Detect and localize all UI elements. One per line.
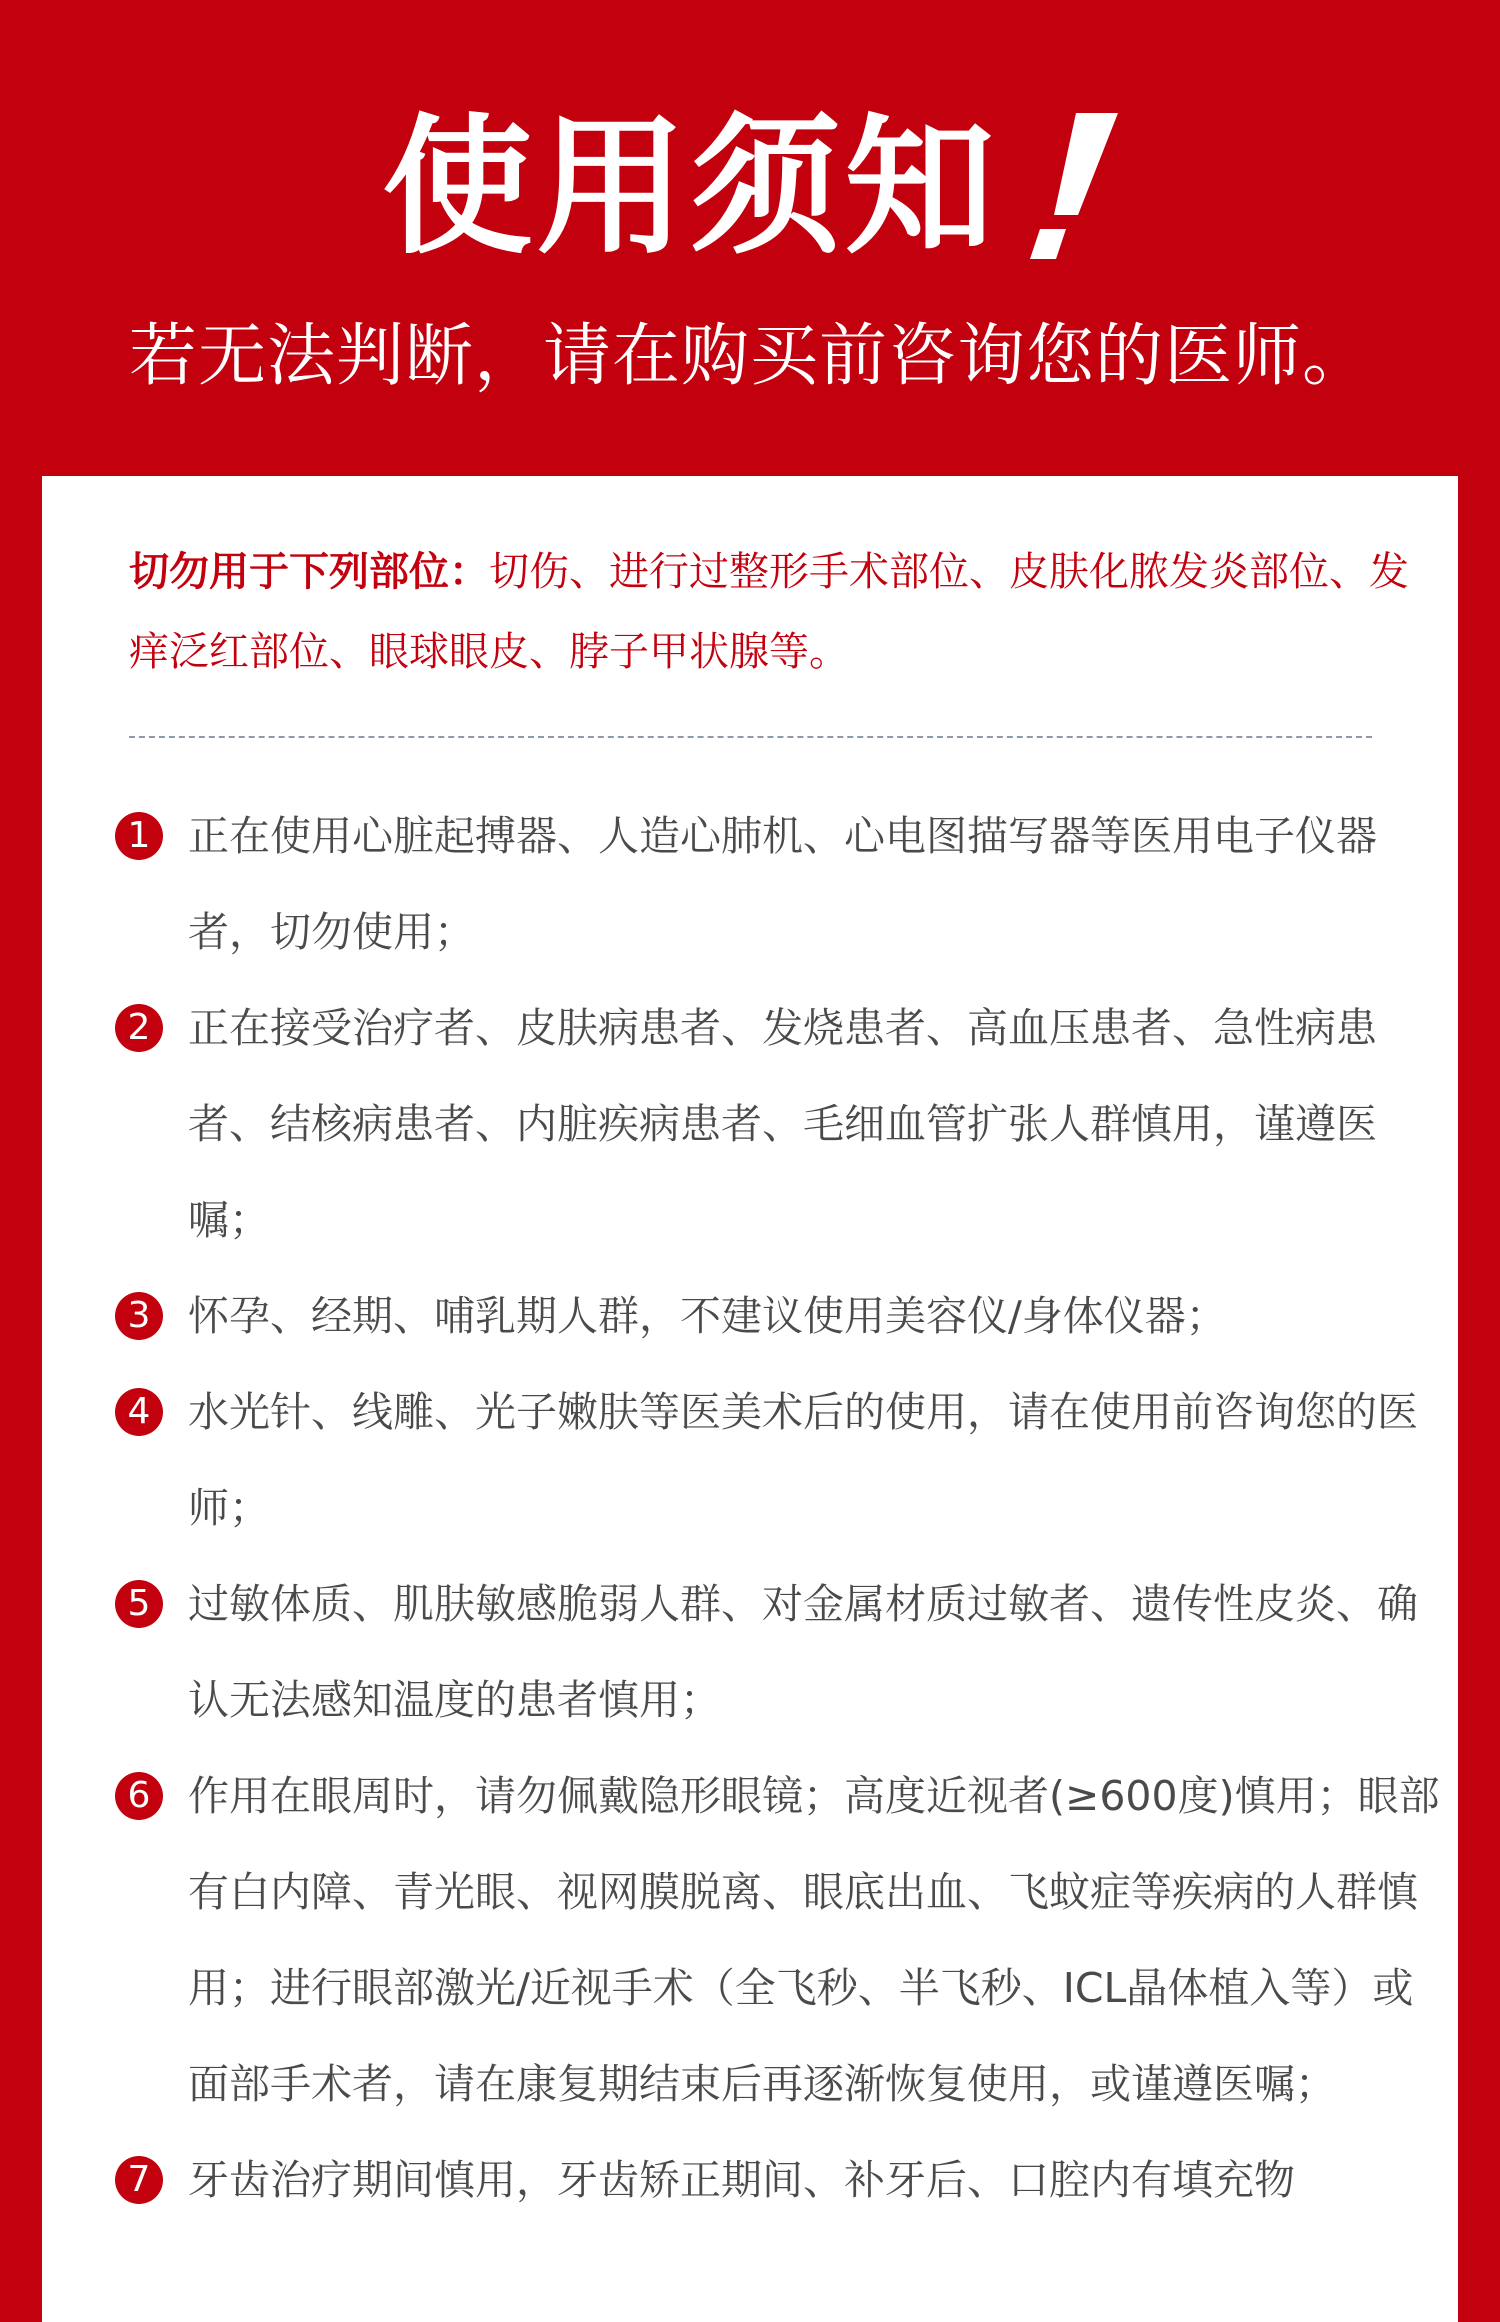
list-item-text: 作用在眼周时，请勿佩戴隐形眼镜；高度近视者(≥600度)慎用；眼部有白内障、青光眼、视网膜脱离、眼底出血、飞蚊症等疾病的人群慎用；进行眼部激光/近视手术（全飞秒、半飞秒、ICL晶体植入等）或面部手术者，请在康复期结束后再逐渐恢复使用，或谨遵医嘱； [188, 1772, 1440, 2108]
page-title: 使用须知 [382, 101, 999, 275]
list-item [112, 980, 1452, 1268]
list-item-text: 怀孕、经期、哺乳期人群，不建议使用美容仪/身体仪器； [188, 1292, 1227, 1340]
list-item [112, 1364, 1452, 1556]
warning-paragraph [129, 532, 1419, 692]
warning-text: 切伤、进行过整形手术部位、皮肤化脓发炎部位、发痒泛红部位、眼球眼皮、脖子甲状腺等。 [129, 549, 1409, 675]
list-item-text: 正在使用心脏起搏器、人造心肺机、心电图描写器等医用电子仪器者，切勿使用； [188, 812, 1377, 956]
list-item [112, 1268, 1452, 1364]
list-item [112, 2132, 1452, 2228]
number-badge: 5 [115, 1580, 163, 1628]
number-badge: 3 [115, 1292, 163, 1340]
page-subtitle: 若无法判断，请在购买前咨询您的医师。 [128, 317, 1371, 396]
notice-list [112, 788, 1452, 2228]
number-badge: 7 [115, 2156, 163, 2204]
list-item [112, 1748, 1452, 2132]
list-item-text: 正在接受治疗者、皮肤病患者、发烧患者、高血压患者、急性病患者、结核病患者、内脏疾病患者、毛细血管扩张人群慎用，谨遵医嘱； [188, 1004, 1377, 1244]
title-row [0, 101, 1500, 275]
number-badge: 6 [115, 1772, 163, 1820]
number-badge: 1 [115, 812, 163, 860]
notice-card [42, 476, 1458, 2322]
dashed-divider [129, 736, 1372, 738]
list-item [112, 788, 1452, 980]
header-banner [0, 0, 1500, 476]
list-item-text: 水光针、线雕、光子嫩肤等医美术后的使用，请在使用前咨询您的医师； [188, 1388, 1418, 1532]
warning-label: 切勿用于下列部位： [129, 549, 489, 595]
number-badge: 4 [115, 1388, 163, 1436]
number-badge: 2 [115, 1004, 163, 1052]
exclamation-icon [1018, 113, 1118, 263]
list-item [112, 1556, 1452, 1748]
list-item-text: 牙齿治疗期间慎用，牙齿矫正期间、补牙后、口腔内有填充物 [188, 2156, 1295, 2204]
list-item-text: 过敏体质、肌肤敏感脆弱人群、对金属材质过敏者、遗传性皮炎、确认无法感知温度的患者慎用； [188, 1580, 1418, 1724]
